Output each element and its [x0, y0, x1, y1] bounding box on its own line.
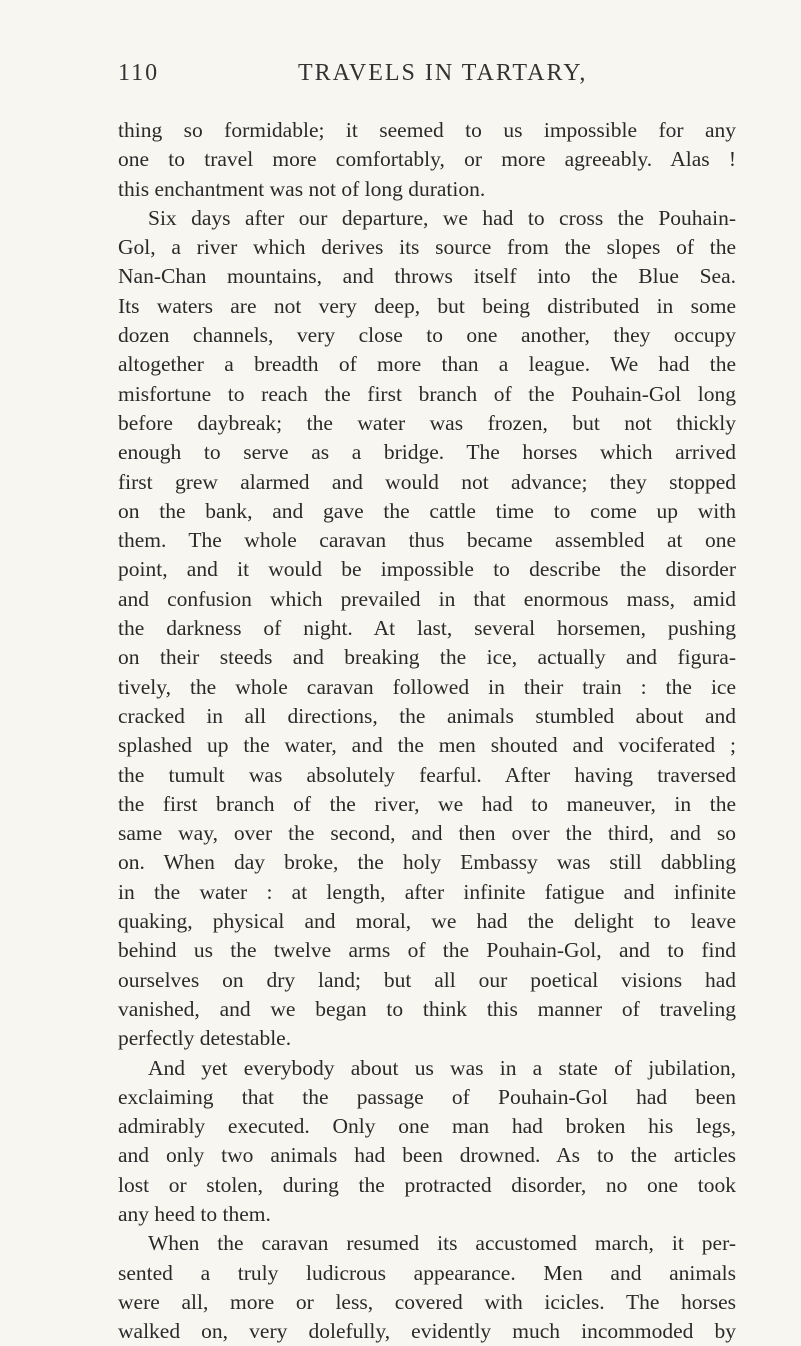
text-line: lost or stolen, during the protracted disorder, no one took	[118, 1172, 736, 1197]
text-line: exclaiming that the passage of Pouhain-Gol had been	[118, 1084, 736, 1109]
text-line: this enchantment was not of long duration.	[118, 176, 486, 201]
text-line: Six days after our departure, we had to cross the Pouhain-	[148, 205, 736, 230]
text-line: When the caravan resumed its accustomed march, it per-	[148, 1231, 736, 1256]
text-line: one to travel more comfortably, or more agreeably. Alas !	[118, 147, 736, 172]
text-line: and only two animals had been drowned. As to the articles	[118, 1143, 736, 1168]
text-line: in the water : at length, after infinite fatigue and infinite	[118, 879, 736, 904]
text-line: Gol, a river which derives its source from the slopes of the	[118, 235, 736, 260]
text-line: before daybreak; the water was frozen, but not thickly	[118, 410, 736, 435]
running-title: TRAVELS IN TARTARY,	[298, 60, 588, 86]
text-line: ourselves on dry land; but all our poetical visions had	[118, 967, 736, 992]
body-text	[118, 116, 736, 1346]
page-number: 110	[118, 60, 160, 86]
text-line: behind us the twelve arms of the Pouhain-Gol, and to find	[118, 938, 736, 963]
text-line: the tumult was absolutely fearful. After having traversed	[118, 762, 736, 787]
text-line: sented a truly ludicrous appearance. Men and animals	[118, 1260, 736, 1285]
text-line: enough to serve as a bridge. The horses which arrived	[118, 440, 736, 465]
text-line: any heed to them.	[118, 1201, 271, 1226]
text-line: And yet everybody about us was in a state of jubilation,	[148, 1055, 736, 1080]
text-line: admirably executed. Only one man had broken his legs,	[118, 1114, 736, 1139]
text-line: altogether a breadth of more than a league. We had the	[118, 352, 736, 377]
text-line: thing so formidable; it seemed to us impossible for any	[118, 118, 736, 142]
text-line: on their steeds and breaking the ice, actually and figura-	[118, 645, 736, 670]
text-line: the first branch of the river, we had to maneuver, in the	[118, 791, 736, 816]
text-line: them. The whole caravan thus became assembled at one	[118, 528, 736, 553]
text-line: Its waters are not very deep, but being distributed in some	[118, 293, 736, 318]
text-line: on the bank, and gave the cattle time to come up with	[118, 498, 736, 523]
text-line: were all, more or less, covered with icicles. The horses	[118, 1289, 736, 1314]
text-line: point, and it would be impossible to describe the disorder	[118, 557, 736, 582]
text-line: Nan-Chan mountains, and throws itself into the Blue Sea.	[118, 264, 736, 289]
text-line: cracked in all directions, the animals stumbled about and	[118, 703, 736, 728]
text-line: on. When day broke, the holy Embassy was still dabbling	[118, 850, 736, 875]
text-line: perfectly detestable.	[118, 1026, 292, 1051]
text-line: misfortune to reach the first branch of the Pouhain-Gol long	[118, 381, 736, 406]
text-line: walked on, very dolefully, evidently much incommoded by	[118, 1319, 736, 1344]
text-line: and confusion which prevailed in that enormous mass, amid	[118, 586, 736, 611]
running-head	[118, 60, 736, 92]
text-line: vanished, and we began to think this manner of traveling	[118, 996, 736, 1021]
text-line: tively, the whole caravan followed in their train : the ice	[118, 674, 736, 699]
text-line: first grew alarmed and would not advance; they stopped	[118, 469, 736, 494]
text-line: same way, over the second, and then over the third, and so	[118, 821, 736, 846]
text-line: the darkness of night. At last, several horsemen, pushing	[118, 616, 736, 641]
text-line: quaking, physical and moral, we had the delight to leave	[118, 909, 736, 934]
text-line: dozen channels, very close to one another, they occupy	[118, 323, 736, 348]
text-line: splashed up the water, and the men shouted and vociferated ;	[118, 733, 736, 758]
